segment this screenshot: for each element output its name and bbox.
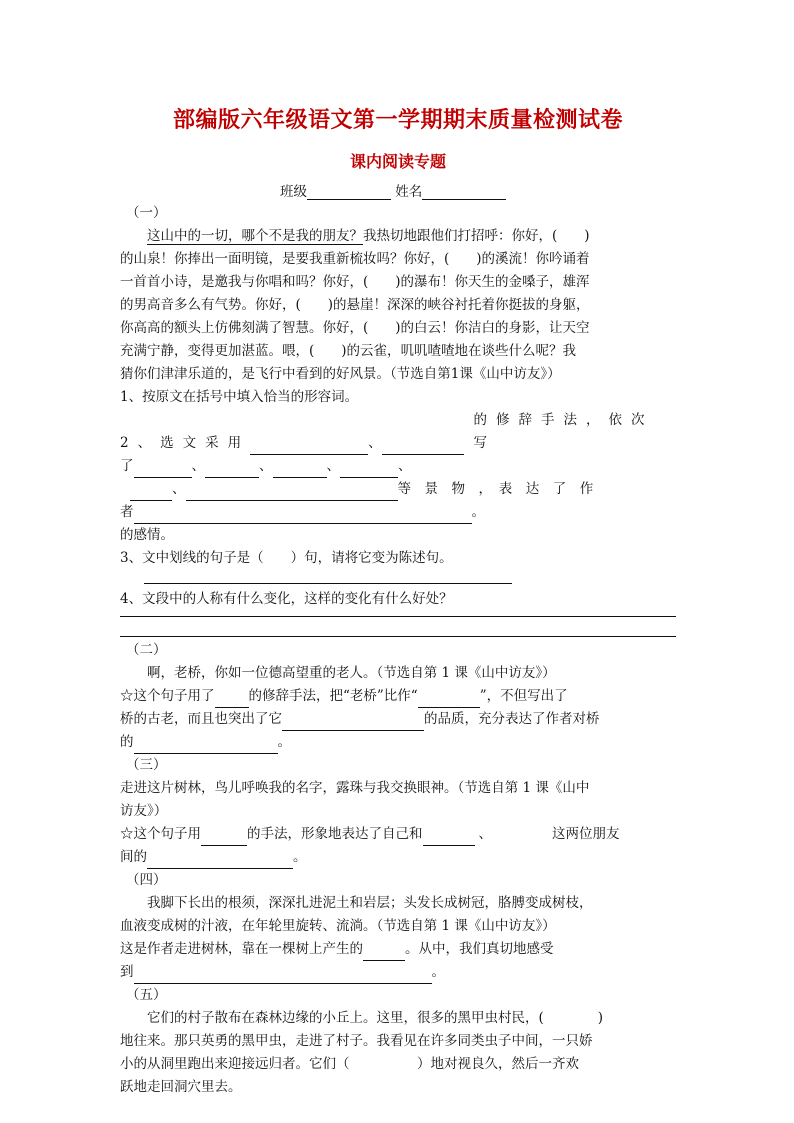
page-title: 部编版六年级语文第一学期期末质量检测试卷	[172, 107, 623, 133]
s4-period: 。	[431, 964, 445, 980]
q2-sep-2: 、	[259, 458, 273, 474]
q4-answer-line-1[interactable]	[120, 616, 676, 617]
name-blank[interactable]	[422, 184, 506, 200]
q2-sep-4: 、	[398, 458, 412, 474]
s1-question-2-line-2	[120, 455, 676, 478]
section-5-heading: （五）	[126, 987, 167, 1003]
s4-line-2: 血液变成树的汁液，在年轮里旋转、流淌。（节选自第 1 课《山中访友》）	[120, 918, 556, 934]
s4-q-text-a: 这是作者走进树林，靠在一棵树上产生的	[120, 941, 363, 957]
q2-text-e: 等 景 物 ， 表 达 了 作	[397, 481, 594, 497]
section-1-heading: （一）	[126, 205, 167, 221]
s1-question-2-line-5: 的感情。	[120, 527, 174, 543]
s2-period: 。	[277, 734, 291, 750]
class-label: 班级	[280, 184, 307, 200]
q2-sep-5: 、	[172, 481, 186, 497]
q2-text-c: 的修辞手法，依次写	[473, 412, 654, 451]
s1-question-1: 1、按原文在括号中填入恰当的形容词。	[120, 389, 359, 405]
q2-blank-4[interactable]	[205, 462, 259, 478]
s3-blank-2[interactable]	[423, 830, 475, 846]
s3-blank-1[interactable]	[201, 830, 247, 846]
s2-question-line-2	[120, 708, 676, 731]
s4-question-line-2	[120, 961, 676, 984]
underlined-sentence: 这山中的一切，哪个不是我的朋友？	[147, 228, 363, 244]
name-label: 姓名	[395, 184, 423, 200]
q2-text-a: 2、选文采用	[120, 435, 251, 451]
s2-q-text-e: 的品质，充分表达了作者对桥	[424, 711, 600, 727]
s2-q-text-b: 的修辞手法，把“老桥”比作“	[248, 688, 418, 704]
s1-question-3: 3、文中划线的句子是（ ）句，请将它变为陈述句。	[120, 550, 453, 566]
s4-q-text-b: 。从中，我们真切地感受	[405, 941, 554, 957]
s3-period: 。	[293, 849, 307, 865]
s4-blank-1[interactable]	[363, 945, 405, 961]
s2-blank-4[interactable]	[134, 738, 278, 754]
q2-text-f: 者	[120, 504, 134, 520]
s3-q-text-a: ☆这个句子用	[120, 826, 201, 842]
q2-sep-3: 、	[326, 458, 340, 474]
q2-text-d: 了	[120, 458, 134, 474]
s1-question-2-line-3	[120, 478, 676, 501]
s1-line-5: 你高高的额头上仿佛刻满了智慧。你好，( )的白云！你洁白的身影，让天空	[120, 320, 590, 336]
s5-line-4: 跃地走回洞穴里去。	[120, 1079, 242, 1095]
q4-answer-line-2[interactable]	[120, 636, 676, 637]
s2-blank-1[interactable]	[215, 692, 249, 708]
q2-blank-3[interactable]	[134, 462, 192, 478]
s1-line-1-rest: 我热切地跟他们打招呼：你好，( )	[363, 228, 590, 244]
s1-question-2-line-1	[120, 409, 676, 455]
s3-q-text-b: 的手法，形象地表达了自己和	[247, 826, 423, 842]
s1-line-7: 猜你们津津乐道的，是飞行中看到的好风景。（节选自第1课《山中访友》）	[120, 366, 561, 382]
q2-sep-1: 、	[191, 458, 205, 474]
s2-text: 啊，老桥，你如一位德高望重的老人。（节选自第 1 课《山中访友》）	[147, 665, 556, 681]
s3-question-line-2	[120, 846, 676, 869]
page-subtitle: 课内阅读专题	[349, 152, 446, 171]
section-3-heading: （三）	[126, 757, 167, 773]
q3-answer-line[interactable]	[144, 570, 512, 584]
s5-line-1: 它们的村子散布在森林边缘的小丘上。这里，很多的黑甲虫村民，( )	[147, 1010, 604, 1026]
q2-blank-5[interactable]	[273, 462, 327, 478]
class-blank[interactable]	[307, 184, 391, 200]
s4-line-1: 我脚下长出的根须，深深扎进泥土和岩层；头发长成树冠，胳膊变成树枝，	[147, 895, 593, 911]
s5-line-2: 地往来。那只英勇的黑甲虫，走进了村子。我看见在许多同类虫子中间，一只娇	[120, 1033, 593, 1049]
s3-q-text-d: 这两位朋友	[552, 826, 620, 842]
s2-question-line-1	[120, 685, 676, 708]
s1-line-6: 充满宁静，变得更加湛蓝。喂，( )的云雀，叽叽喳喳地在谈些什么呢？我	[120, 343, 577, 359]
s3-q-text-e: 间的	[120, 849, 147, 865]
section-4-heading: （四）	[126, 872, 167, 888]
s2-question-line-3	[120, 731, 676, 754]
s3-q-sep: 、	[478, 826, 492, 842]
q2-period: 。	[471, 504, 485, 520]
exam-body	[120, 202, 676, 1099]
s2-q-text-c: ”，不但写出了	[479, 688, 568, 704]
s2-q-text-d: 桥的古老，而且也突出了它	[120, 711, 282, 727]
s3-question-line-1	[120, 823, 676, 846]
s1-line-1	[120, 225, 676, 248]
s3-line-1: 走进这片树林，鸟儿呼唤我的名字，露珠与我交换眼神。（节选自第 1 课《山中	[120, 780, 590, 796]
q2-blank-6[interactable]	[340, 462, 398, 478]
section-2-heading: （二）	[126, 642, 167, 658]
s3-blank-3[interactable]	[147, 853, 293, 869]
q2-blank-2[interactable]	[382, 439, 464, 455]
s2-blank-2[interactable]	[418, 692, 480, 708]
class-name-line	[280, 180, 506, 200]
s1-line-2: 的山泉！你捧出一面明镜，是要我重新梳妆吗？你好，( )的溪流！你吟诵着	[120, 251, 590, 267]
s4-blank-2[interactable]	[134, 968, 432, 984]
q2-blank-9[interactable]	[134, 508, 472, 524]
q2-sep: 、	[368, 435, 382, 451]
s1-line-3: 一首首小诗，是邀我与你唱和吗？你好，( )的瀑布！你天生的金嗓子，雄浑	[120, 274, 590, 290]
q2-blank-1[interactable]	[250, 439, 368, 455]
q2-blank-7[interactable]	[130, 485, 172, 501]
s4-question-line-1	[120, 938, 676, 961]
s2-q-text-f: 的	[120, 734, 134, 750]
s4-q-text-c: 到	[120, 964, 134, 980]
s1-question-2-line-4	[120, 501, 676, 524]
q2-blank-8[interactable]	[186, 485, 398, 501]
s3-line-2: 访友》）	[120, 803, 168, 819]
s1-question-4: 4、文段中的人称有什么变化，这样的变化有什么好处？	[120, 591, 453, 607]
s1-line-4: 的男高音多么有气势。你好，( )的悬崖！深深的峡谷衬托着你挺拔的身躯，	[120, 297, 590, 313]
s2-blank-3[interactable]	[282, 715, 424, 731]
s5-line-3: 小的从洞里跑出来迎接远归者。它们（ ）地对视良久，然后一齐欢	[120, 1056, 579, 1072]
s2-q-text-a: ☆这个句子用了	[120, 688, 215, 704]
